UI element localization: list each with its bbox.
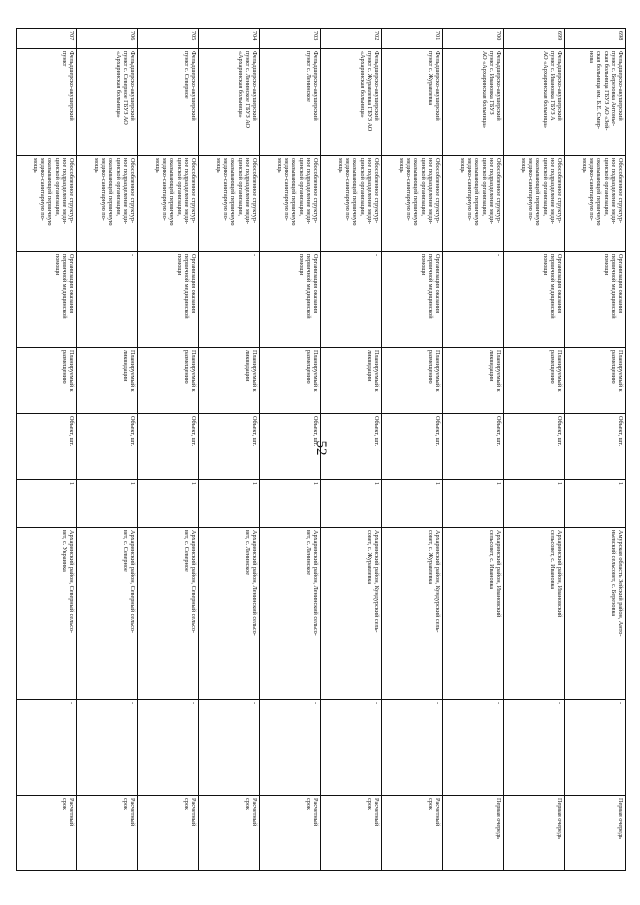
cell-status: Планируемый к размещению (138, 347, 199, 413)
cell-object-type: Обособленное структур- ное подразделение меди- цинской организации, оказывающей первичную медико-санитарную по- мощь (16, 155, 77, 251)
cell-status: Планируемый к размещению (16, 347, 77, 413)
cell-count: 1 (382, 479, 443, 527)
cell-number: 707 (16, 28, 77, 48)
cell-purpose: Организация оказания первичной медицинской помощи (382, 251, 443, 347)
cell-count: 1 (565, 479, 626, 527)
cell-object-type: Обособленное структур- ное подразделение меди- цинской организации, оказывающей первичную медико-санитарную по- мощь (504, 155, 565, 251)
table-row (77, 28, 138, 871)
cell-zone: - (443, 699, 504, 795)
cell-count: 1 (504, 479, 565, 527)
cell-zone: - (565, 699, 626, 795)
cell-location: Архаринский район, Ивановский сельсовет, с. Ивановка (504, 527, 565, 699)
cell-unit: Объект, шт. (565, 413, 626, 479)
cell-number: 705 (138, 28, 199, 48)
cell-count: 1 (321, 479, 382, 527)
cell-zone: - (504, 699, 565, 795)
cell-status: Планируемый к ликвидации (321, 347, 382, 413)
cell-number: 702 (321, 28, 382, 48)
cell-zone: - (321, 699, 382, 795)
cell-term: Расчетный срок (260, 795, 321, 871)
cell-unit: Объект, шт. (504, 413, 565, 479)
cell-count: 1 (77, 479, 138, 527)
cell-unit: Объект, шт. (199, 413, 260, 479)
cell-zone: - (199, 699, 260, 795)
cell-purpose: Организация оказания первичной медицинской помощи (260, 251, 321, 347)
cell-term: Расчетный срок (77, 795, 138, 871)
table-row (199, 28, 260, 871)
cell-object-type: Обособленное структур- ное подразделение меди- цинской организации, оказывающей первичную медико-санитарную по- мощь (138, 155, 199, 251)
cell-location: Архаринский район, Ленинский сельсо- вет, с. Ленинское (260, 527, 321, 699)
cell-status: Планируемый к ликвидации (77, 347, 138, 413)
objects-table (16, 28, 626, 871)
cell-status: Планируемый к ликвидации (199, 347, 260, 413)
cell-object-name: Фельдшерско-акушерский пункт с. Ленинское (260, 48, 321, 155)
cell-unit: Объект, шт. (138, 413, 199, 479)
cell-object-type: Обособленное структур- ное подразделение меди- цинской организации, оказывающей первичную медико-санитарную по- мощь (565, 155, 626, 251)
cell-count: 1 (199, 479, 260, 527)
cell-purpose: - (77, 251, 138, 347)
cell-term: Расчетный срок (138, 795, 199, 871)
cell-location: Архаринский район, Северный сельсо- вет, с. Северное (77, 527, 138, 699)
cell-status: Планируемый к размещению (565, 347, 626, 413)
cell-object-type: Обособленное структур- ное подразделение меди- цинской организации, оказывающей первичную медико-санитарную по- мощь (77, 155, 138, 251)
cell-location: Архаринский район, Ленинский сельсо- вет, с. Ленинское (199, 527, 260, 699)
cell-status: Планируемый к размещению (260, 347, 321, 413)
cell-purpose: Организация оказания первичной медицинской помощи (504, 251, 565, 347)
cell-location: Архаринский район, Ивановский сельсовет, с. Ивановка (443, 527, 504, 699)
cell-purpose: Организация оказания первичной медицинской помощи (138, 251, 199, 347)
table-row (565, 28, 626, 871)
cell-object-name: Фельдшерско-акушерский пункт (16, 48, 77, 155)
cell-zone: - (382, 699, 443, 795)
cell-unit: Объект, шт. (16, 413, 77, 479)
cell-status: Планируемый к ликвидации (443, 347, 504, 413)
cell-zone: - (138, 699, 199, 795)
cell-unit: Объект, шт. (382, 413, 443, 479)
cell-count: 1 (443, 479, 504, 527)
cell-number: 703 (260, 28, 321, 48)
cell-location: Архаринский район, Кундурский сель- совет, с. Журавлевка (382, 527, 443, 699)
cell-zone: - (260, 699, 321, 795)
cell-object-type: Обособленное структур- ное подразделение меди- цинской организации, оказывающей первичную медико-санитарную по- мощь (382, 155, 443, 251)
cell-status: Планируемый к размещению (382, 347, 443, 413)
cell-number: 706 (77, 28, 138, 48)
cell-purpose: - (321, 251, 382, 347)
cell-count: 1 (16, 479, 77, 527)
cell-object-type: Обособленное структур- ное подразделение меди- цинской организации, оказывающей первичную медико-санитарную по- мощь (199, 155, 260, 251)
cell-purpose: Организация оказания первичной медицинской помощи (16, 251, 77, 347)
cell-location: Амурская область Зейский район, Анто- ньевский сельсовет, с. Березовка (565, 527, 626, 699)
cell-object-name: Фельдшерско-акушерский пункт с. Ивановка ГБУЗ АО «Архаринская больница» (443, 48, 504, 155)
cell-zone: - (16, 699, 77, 795)
cell-term: Расчетный срок (321, 795, 382, 871)
cell-location: Архаринский район, Кундурский сель- совет, с. Журавлевка (321, 527, 382, 699)
cell-status: Планируемый к размещению (504, 347, 565, 413)
cell-count: 1 (260, 479, 321, 527)
cell-unit: Объект, шт. (321, 413, 382, 479)
cell-object-name: Фельдшерско-акушерский пункт с. Журавлевка (382, 48, 443, 155)
table-row (443, 28, 504, 871)
cell-object-type: Обособленное структур- ное подразделение меди- цинской организации, оказывающей первичную медико-санитарную по- мощь (443, 155, 504, 251)
table-row (138, 28, 199, 871)
table-row (16, 28, 77, 871)
cell-term: Расчетный срок (16, 795, 77, 871)
cell-unit: Объект, шт. (77, 413, 138, 479)
cell-count: 1 (138, 479, 199, 527)
table-row (260, 28, 321, 871)
table-row (504, 28, 565, 871)
table-row (321, 28, 382, 871)
cell-location: Архаринский район, Северный сельсо- вет, с. Украинка (16, 527, 77, 699)
cell-object-type: Обособленное структур- ное подразделение меди- цинской организации, оказывающей первичную медико-санитарную по- мощь (260, 155, 321, 251)
cell-number: 698 (565, 28, 626, 48)
table-row (382, 28, 443, 871)
cell-number: 704 (199, 28, 260, 48)
cell-object-name: Фельдшерско-акушерский пункт с. Ленинское ГБУЗ АО «Архаринская больница» (199, 48, 260, 155)
cell-object-type: Обособленное структур- ное подразделение меди- цинской организации, оказывающей первичную медико-санитарную по- мощь (321, 155, 382, 251)
cell-zone: - (77, 699, 138, 795)
cell-object-name: Фельдшерско-акушерский пункт с. Северное (138, 48, 199, 155)
cell-object-name: Фельдшерско-акушерский пункт с. Березовка Антонье- ская больница ГБУЗ АО «Зей- ская больница им. Б.Е. Смир- нова (565, 48, 626, 155)
cell-term: Расчетный срок (382, 795, 443, 871)
cell-object-name: Фельдшерско-акушерский пункт с. Журавлевка ГБУЗ АО «Архаринская больница» (321, 48, 382, 155)
cell-location: Архаринский район, Северный сельсо- вет, с. Северное (138, 527, 199, 699)
cell-term: Расчетный срок (199, 795, 260, 871)
cell-purpose: - (199, 251, 260, 347)
cell-number: 699 (504, 28, 565, 48)
rotated-page-area (16, 28, 626, 871)
cell-term: Первая очередь (443, 795, 504, 871)
cell-object-name: Фельдшерско-акушерский пункт с. Северное ГБУЗ АО «Архаринская больница» (77, 48, 138, 155)
cell-purpose: - (443, 251, 504, 347)
page-number: 52 (313, 440, 329, 456)
cell-unit: Объект, шт. (443, 413, 504, 479)
cell-term: Первая очередь (565, 795, 626, 871)
cell-purpose: Организация оказания первичной медицинской помощи (565, 251, 626, 347)
cell-term: Первая очередь (504, 795, 565, 871)
cell-object-name: Фельдшерско-акушерский пункт с. Ивановка ГБУЗ А АО «Архаринская больница» (504, 48, 565, 155)
cell-number: 701 (382, 28, 443, 48)
cell-number: 700 (443, 28, 504, 48)
cell-unit: Объект, шт. (260, 413, 321, 479)
